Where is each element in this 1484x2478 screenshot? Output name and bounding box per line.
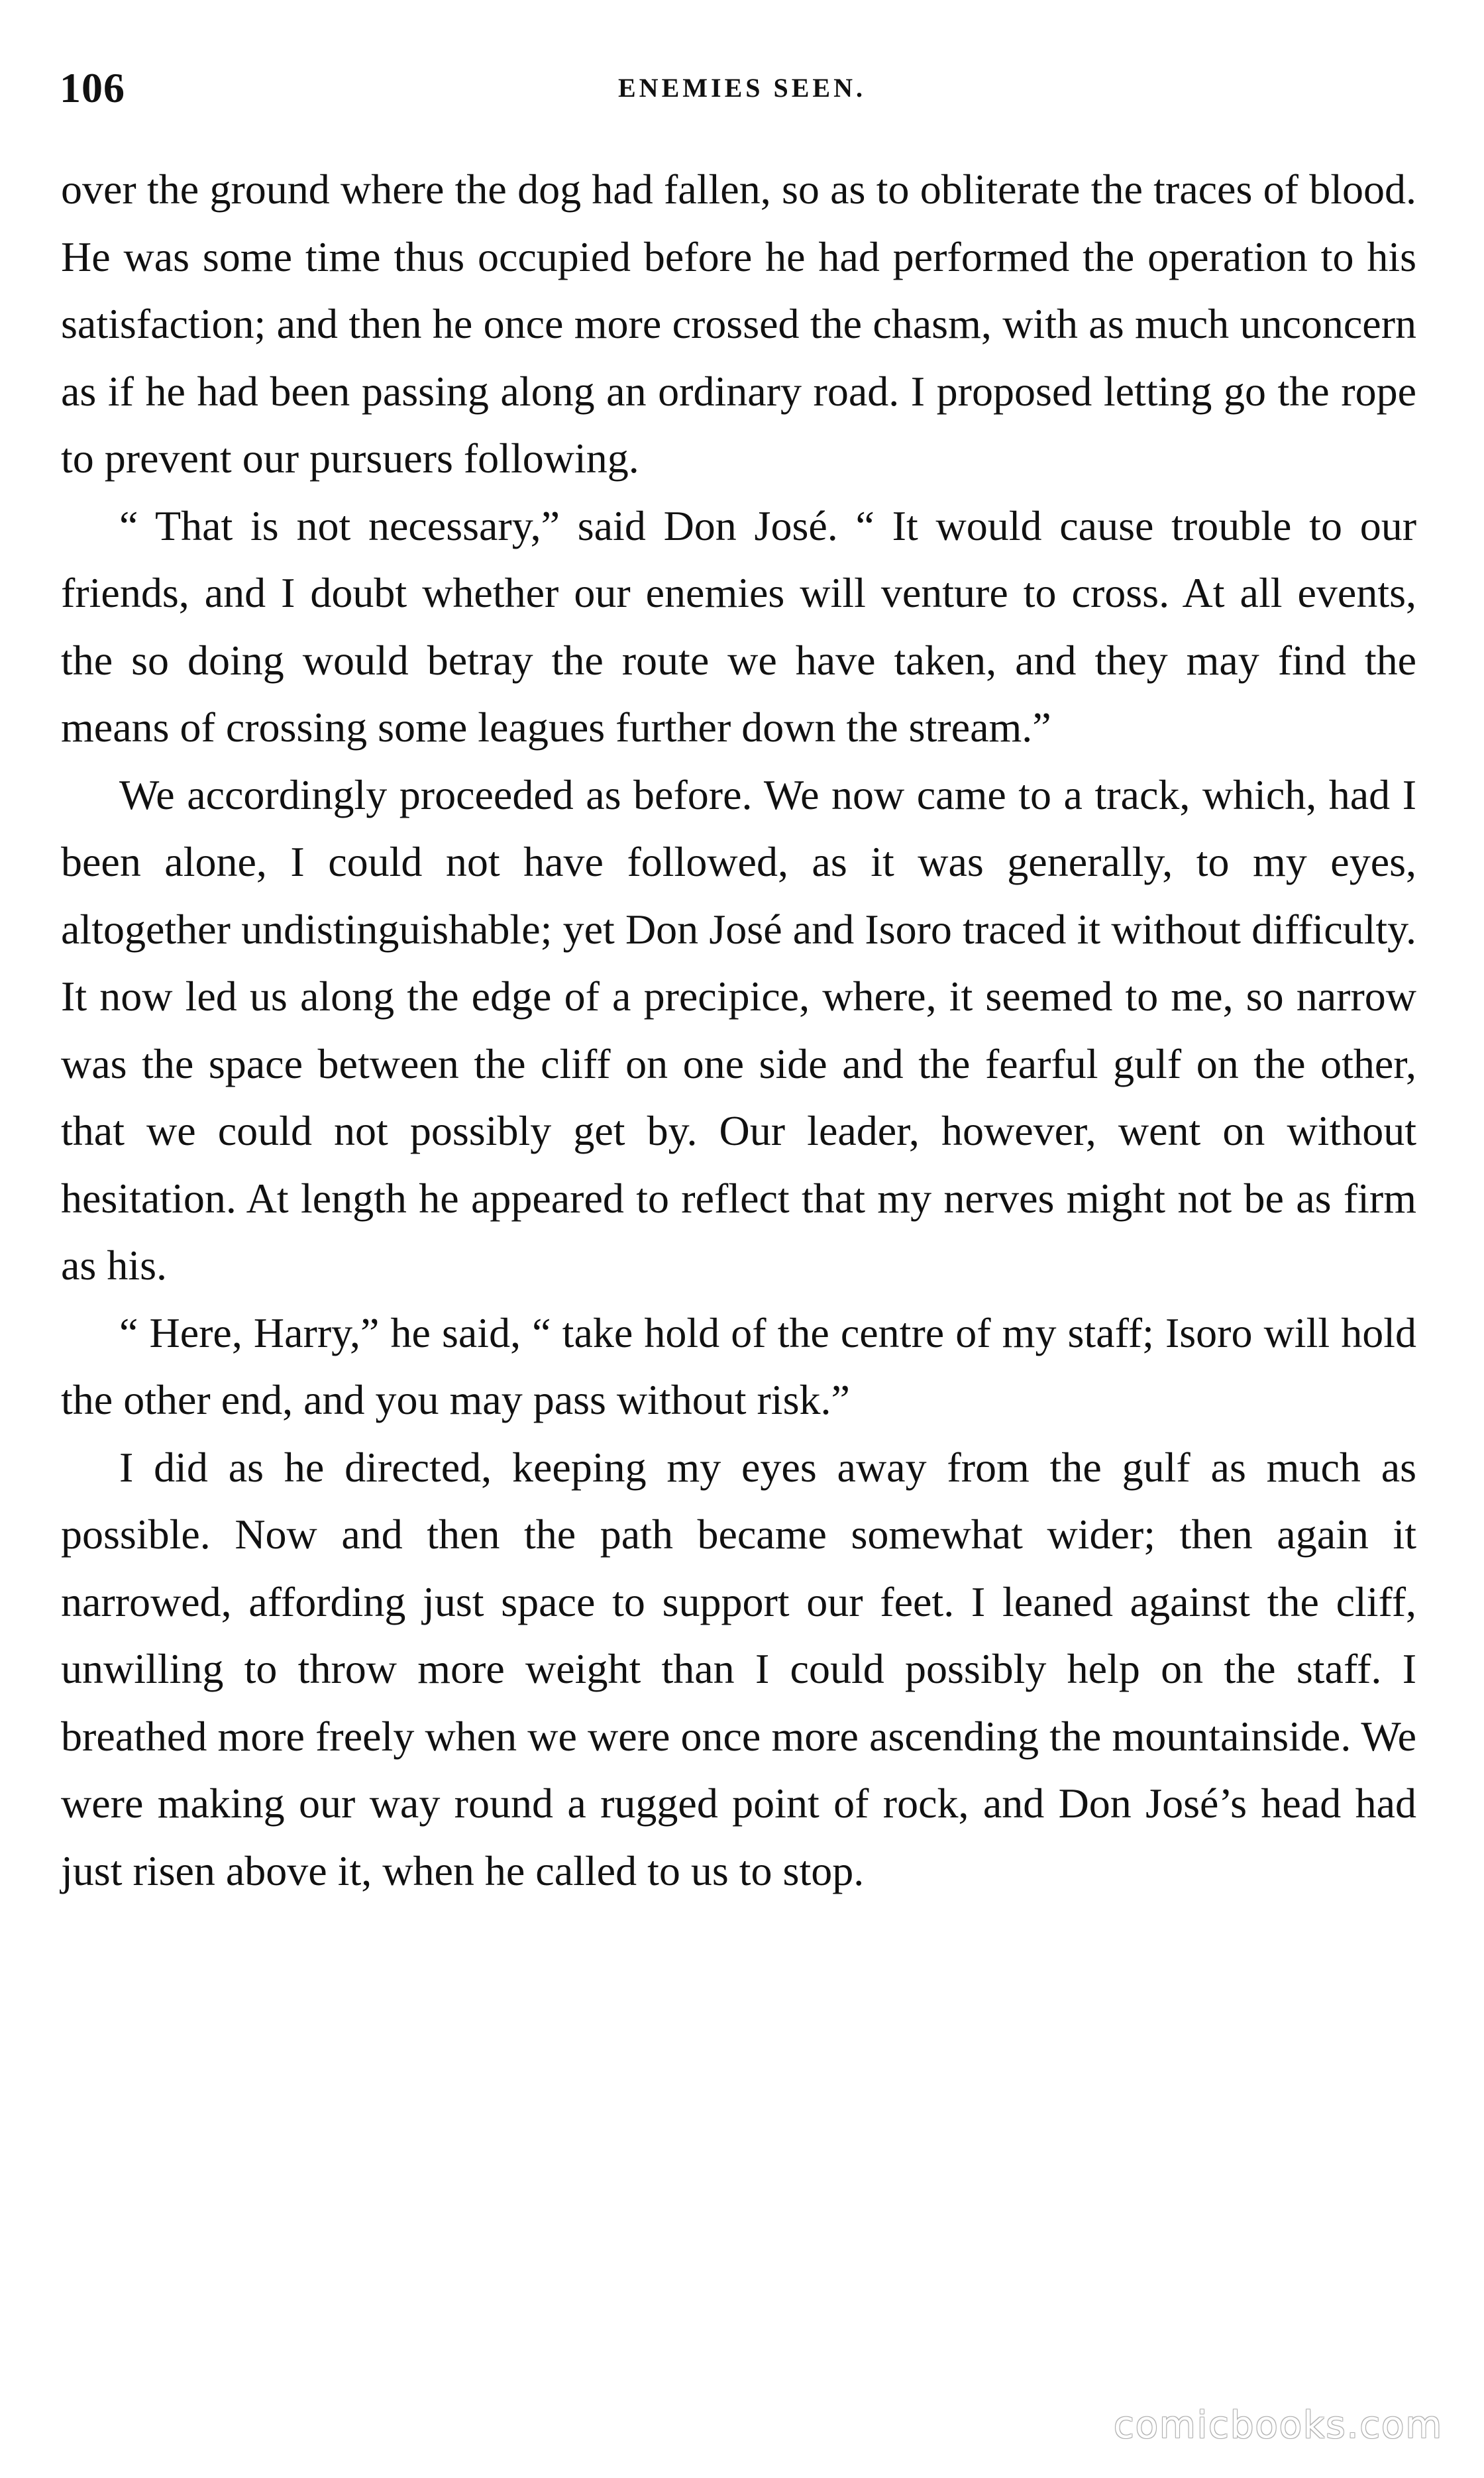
page-number: 106	[60, 64, 125, 111]
running-head: ENEMIES SEEN.	[618, 73, 866, 103]
paragraph-4: “ Here, Harry,” he said, “ take hold of the centre of my staff; Isoro will hold the other end, and you may pass without risk.”	[61, 1309, 1416, 1423]
paragraph-3: We accordingly proceeded as before. We now came to a track, which, had I been alone, I could not have followed, as it was generally, to my eyes, altogether undistinguishable; yet Don José and Isoro traced it without difficulty. It now led us along the edge of a precipice, where, it seemed to me, so narrow was the space between the cliff on one side and the fearful gulf on the other, that we could not possibly get by. Our leader, however, went on without hesitation. At length he appeared to reflect that my nerves might not be as firm as his.	[61, 771, 1416, 1289]
paragraph-1: over the ground where the dog had fallen, so as to obliterate the traces of blood. He was some time thus occupied before he had performed the operation to his satisfaction; and then he once more crossed the chasm, with as much unconcern as if he had been passing along an ordinary road. I proposed letting go the rope to prevent our pursuers following.	[61, 166, 1416, 482]
paragraph-2: “ That is not necessary,” said Don José. “ It would cause trouble to our friends, and I doubt whether our enemies will venture to cross. At all events, the so doing would betray the route we have taken, and they may find the means of crossing some leagues further down the stream.”	[61, 502, 1416, 751]
watermark: comicbooks.com	[1113, 2404, 1443, 2447]
body-text	[61, 156, 1416, 1904]
page-header	[60, 58, 1424, 118]
paragraph-5: I did as he directed, keeping my eyes away from the gulf as much as possible. Now and then the path became somewhat wider; then again it narrowed, affording just space to support our feet. I leaned against the cliff, unwilling to throw more weight than I could possibly help on the staff. I breathed more freely when we were once more ascending the mountainside. We were making our way round a rugged point of rock, and Don José’s head had just risen above it, when he called to us to stop.	[61, 1443, 1416, 1894]
